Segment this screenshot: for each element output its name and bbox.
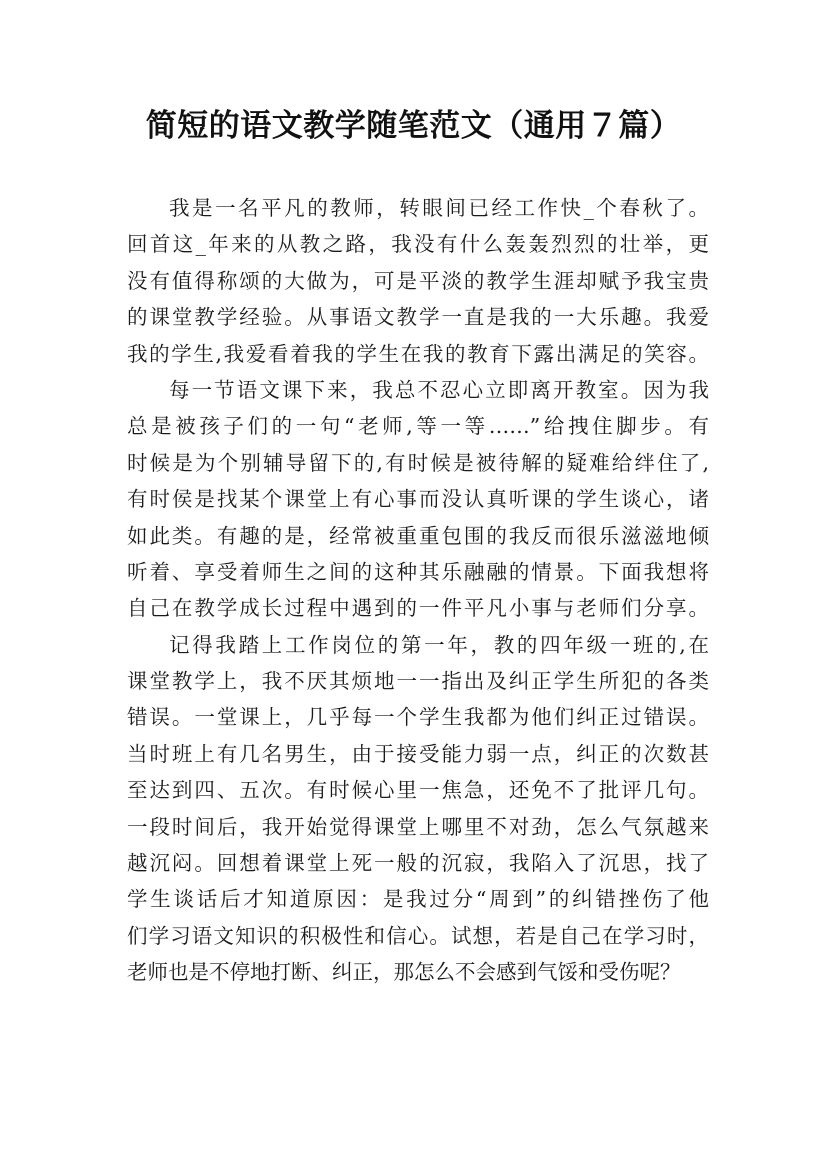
text-line: 们学习语文知识的积极性和信心。试想，若是自己在学习时， <box>127 923 709 948</box>
text-line: 我是一名平凡的教师，转眼间已经工作快_个春秋了。 <box>169 196 709 220</box>
text-line: 每一节语文课下来，我总不忍心立即离开教室。因为我 <box>169 377 709 402</box>
text-line: 越沉闷。回想着课堂上死一般的沉寂，我陷入了沉思，找了 <box>127 851 709 876</box>
text-line: 有时侯是找某个课堂上有心事而没认真听课的学生谈心，诸 <box>127 487 709 512</box>
text-line: 听着、享受着师生之间的这种其乐融融的情景。下面我想将 <box>127 559 709 584</box>
text-line: 如此类。有趣的是，经常被重重包围的我反而很乐滋滋地倾 <box>127 523 709 548</box>
text-line: 我的学生,我爱看着我的学生在我的教育下露出满足的笑容。 <box>127 341 709 366</box>
text-line: 回首这_年来的从教之路，我没有什么轰轰烈烈的壮举，更 <box>127 232 709 257</box>
text-line: 时候是为个别辅导留下的,有时候是被待解的疑难给绊住了, <box>127 450 709 475</box>
document-title: 简短的语文教学随笔范文（通用７篇） <box>145 108 682 144</box>
text-line: 老师也是不停地打断、纠正，那怎么不会感到气馁和受伤呢？ <box>127 960 681 985</box>
document-body <box>127 190 709 991</box>
text-line: 至达到四、五次。有时候心里一焦急，还免不了批评几句。 <box>127 778 709 803</box>
text-line: 错误。一堂课上，几乎每一个学生我都为他们纠正过错误。 <box>127 705 709 730</box>
text-line: 自己在教学成长过程中遇到的一件平凡小事与老师们分享。 <box>127 596 709 621</box>
text-line: 记得我踏上工作岗位的第一年，教的四年级一班的,在 <box>169 632 709 657</box>
text-line: 没有值得称颂的大做为，可是平淡的教学生涯却赋予我宝贵 <box>127 268 709 293</box>
text-line: 一段时间后，我开始觉得课堂上哪里不对劲，怎么气氛越来 <box>127 814 709 839</box>
text-line: 的课堂教学经验。从事语文教学一直是我的一大乐趣。我爱 <box>127 305 709 330</box>
text-line: 课堂教学上，我不厌其烦地一一指出及纠正学生所犯的各类 <box>127 669 709 694</box>
text-line: 总是被孩子们的一句“老师,等一等……”给拽住脚步。有 <box>127 414 709 439</box>
text-line: 学生谈话后才知道原因：是我过分“周到”的纠错挫伤了他 <box>127 887 709 912</box>
text-line: 当时班上有几名男生，由于接受能力弱一点，纠正的次数甚 <box>127 741 709 766</box>
